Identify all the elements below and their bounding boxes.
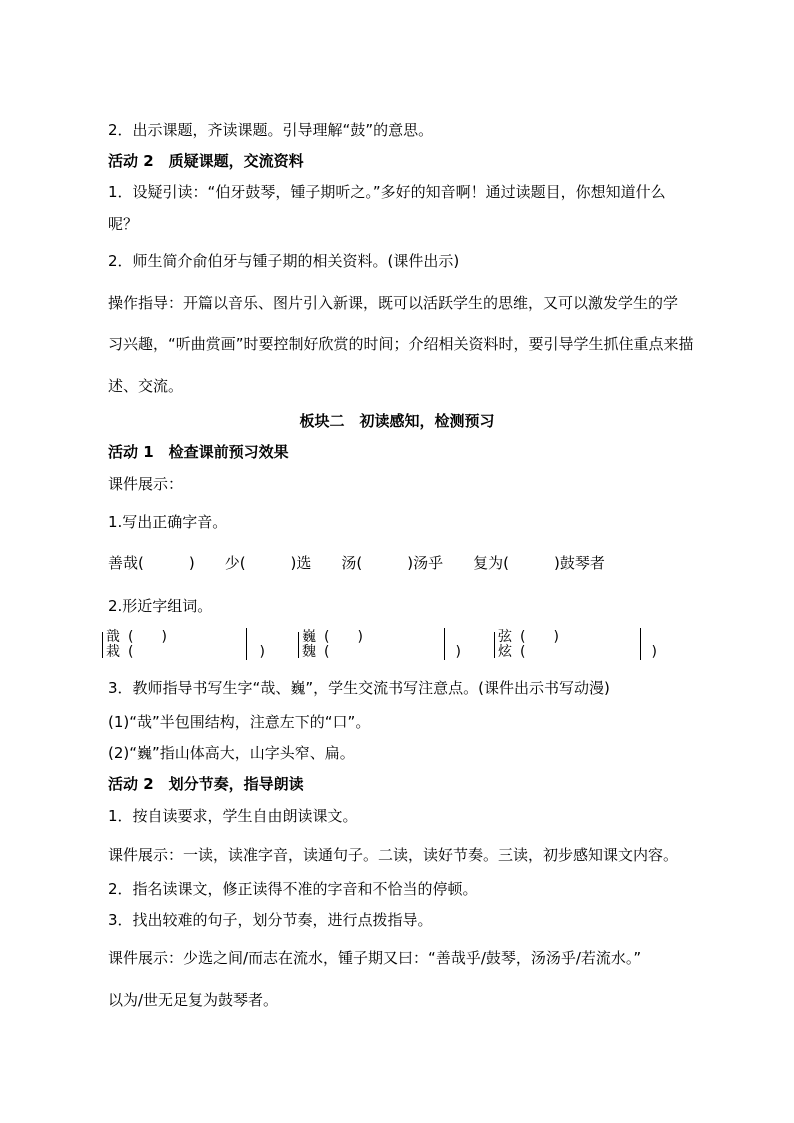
text-line: 课件展示：一读，读准字音，读通句子。二读，读好节奏。三读，初步感知课文内容。: [108, 846, 679, 864]
text-line: 述、交流。: [108, 377, 184, 395]
text-line: 2.形近字组词。: [108, 597, 213, 615]
text-line: 2．指名读课文，修正读得不准的字音和不恰当的停顿。: [108, 880, 478, 898]
answer-blank: ( ): [324, 644, 461, 660]
brace: [640, 628, 641, 660]
char-top: 戠: [106, 629, 120, 645]
text-line: 3．教师指导书写生字“哉、巍”，学生交流书写注意点。(课件出示书写动漫): [108, 679, 610, 697]
brace: [444, 628, 445, 660]
activity-heading: 活动 1 检查课前预习效果: [108, 443, 289, 461]
answer-blank: ( ): [324, 629, 363, 645]
answer-blank: ( ): [128, 644, 265, 660]
word-group-pair: [302, 630, 462, 662]
char-bottom: 栽: [106, 644, 120, 660]
text-line: (1)“哉”半包围结构，注意左下的“口”。: [108, 713, 371, 731]
activity-heading: 活动 2 质疑课题，交流资料: [108, 152, 304, 170]
text-line: 操作指导：开篇以音乐、图片引入新课，既可以活跃学生的思维，又可以激发学生的学: [108, 294, 679, 312]
text-line: 呢？: [108, 215, 139, 233]
text-line: 1.写出正确字音。: [108, 513, 228, 531]
section-title: 板块二 初读感知，检测预习: [299, 412, 495, 430]
text-line: 1．按自读要求，学生自由朗读课文。: [108, 807, 358, 825]
text-line: (2)“巍”指山体高大，山字头窄、扁。: [108, 744, 355, 762]
char-top: 巍: [302, 629, 316, 645]
text-line: 3．找出较难的句子，划分节奏，进行点拨指导。: [108, 911, 433, 929]
text-line: 2．出示课题，齐读课题。引导理解“鼓”的意思。: [108, 121, 434, 139]
char-bottom: 魏: [302, 644, 316, 660]
answer-blank: ( ): [128, 629, 167, 645]
char-top: 弦: [498, 629, 512, 645]
answer-blank: ( ): [520, 644, 657, 660]
text-line: 课件展示：少选之间/而志在流水，锺子期又曰：“善哉乎/鼓琴，汤汤乎/若流水。”: [108, 949, 642, 967]
text-line: 2．师生简介俞伯牙与锺子期的相关资料。(课件出示): [108, 252, 460, 270]
text-line: 以为/世无足复为鼓琴者。: [108, 991, 279, 1009]
word-group-pair: [498, 630, 658, 662]
text-line: 习兴趣，“听曲赏画”时要控制好欣赏的时间；介绍相关资料时，要引导学生抓住重点来描: [108, 335, 694, 353]
text-line: 课件展示：: [108, 475, 184, 493]
pinyin-exercise: 善哉( ) 少( )选 汤( )汤乎 复为( )鼓琴者: [108, 554, 605, 572]
answer-blank: ( ): [520, 629, 559, 645]
activity-heading: 活动 2 划分节奏，指导朗读: [108, 775, 304, 793]
brace: [246, 628, 247, 660]
text-line: 1．设疑引读：“伯牙鼓琴，锺子期听之。”多好的知音啊！通过读题目，你想知道什么: [108, 183, 666, 201]
char-bottom: 炫: [498, 644, 512, 660]
word-group-pair: [106, 630, 266, 662]
